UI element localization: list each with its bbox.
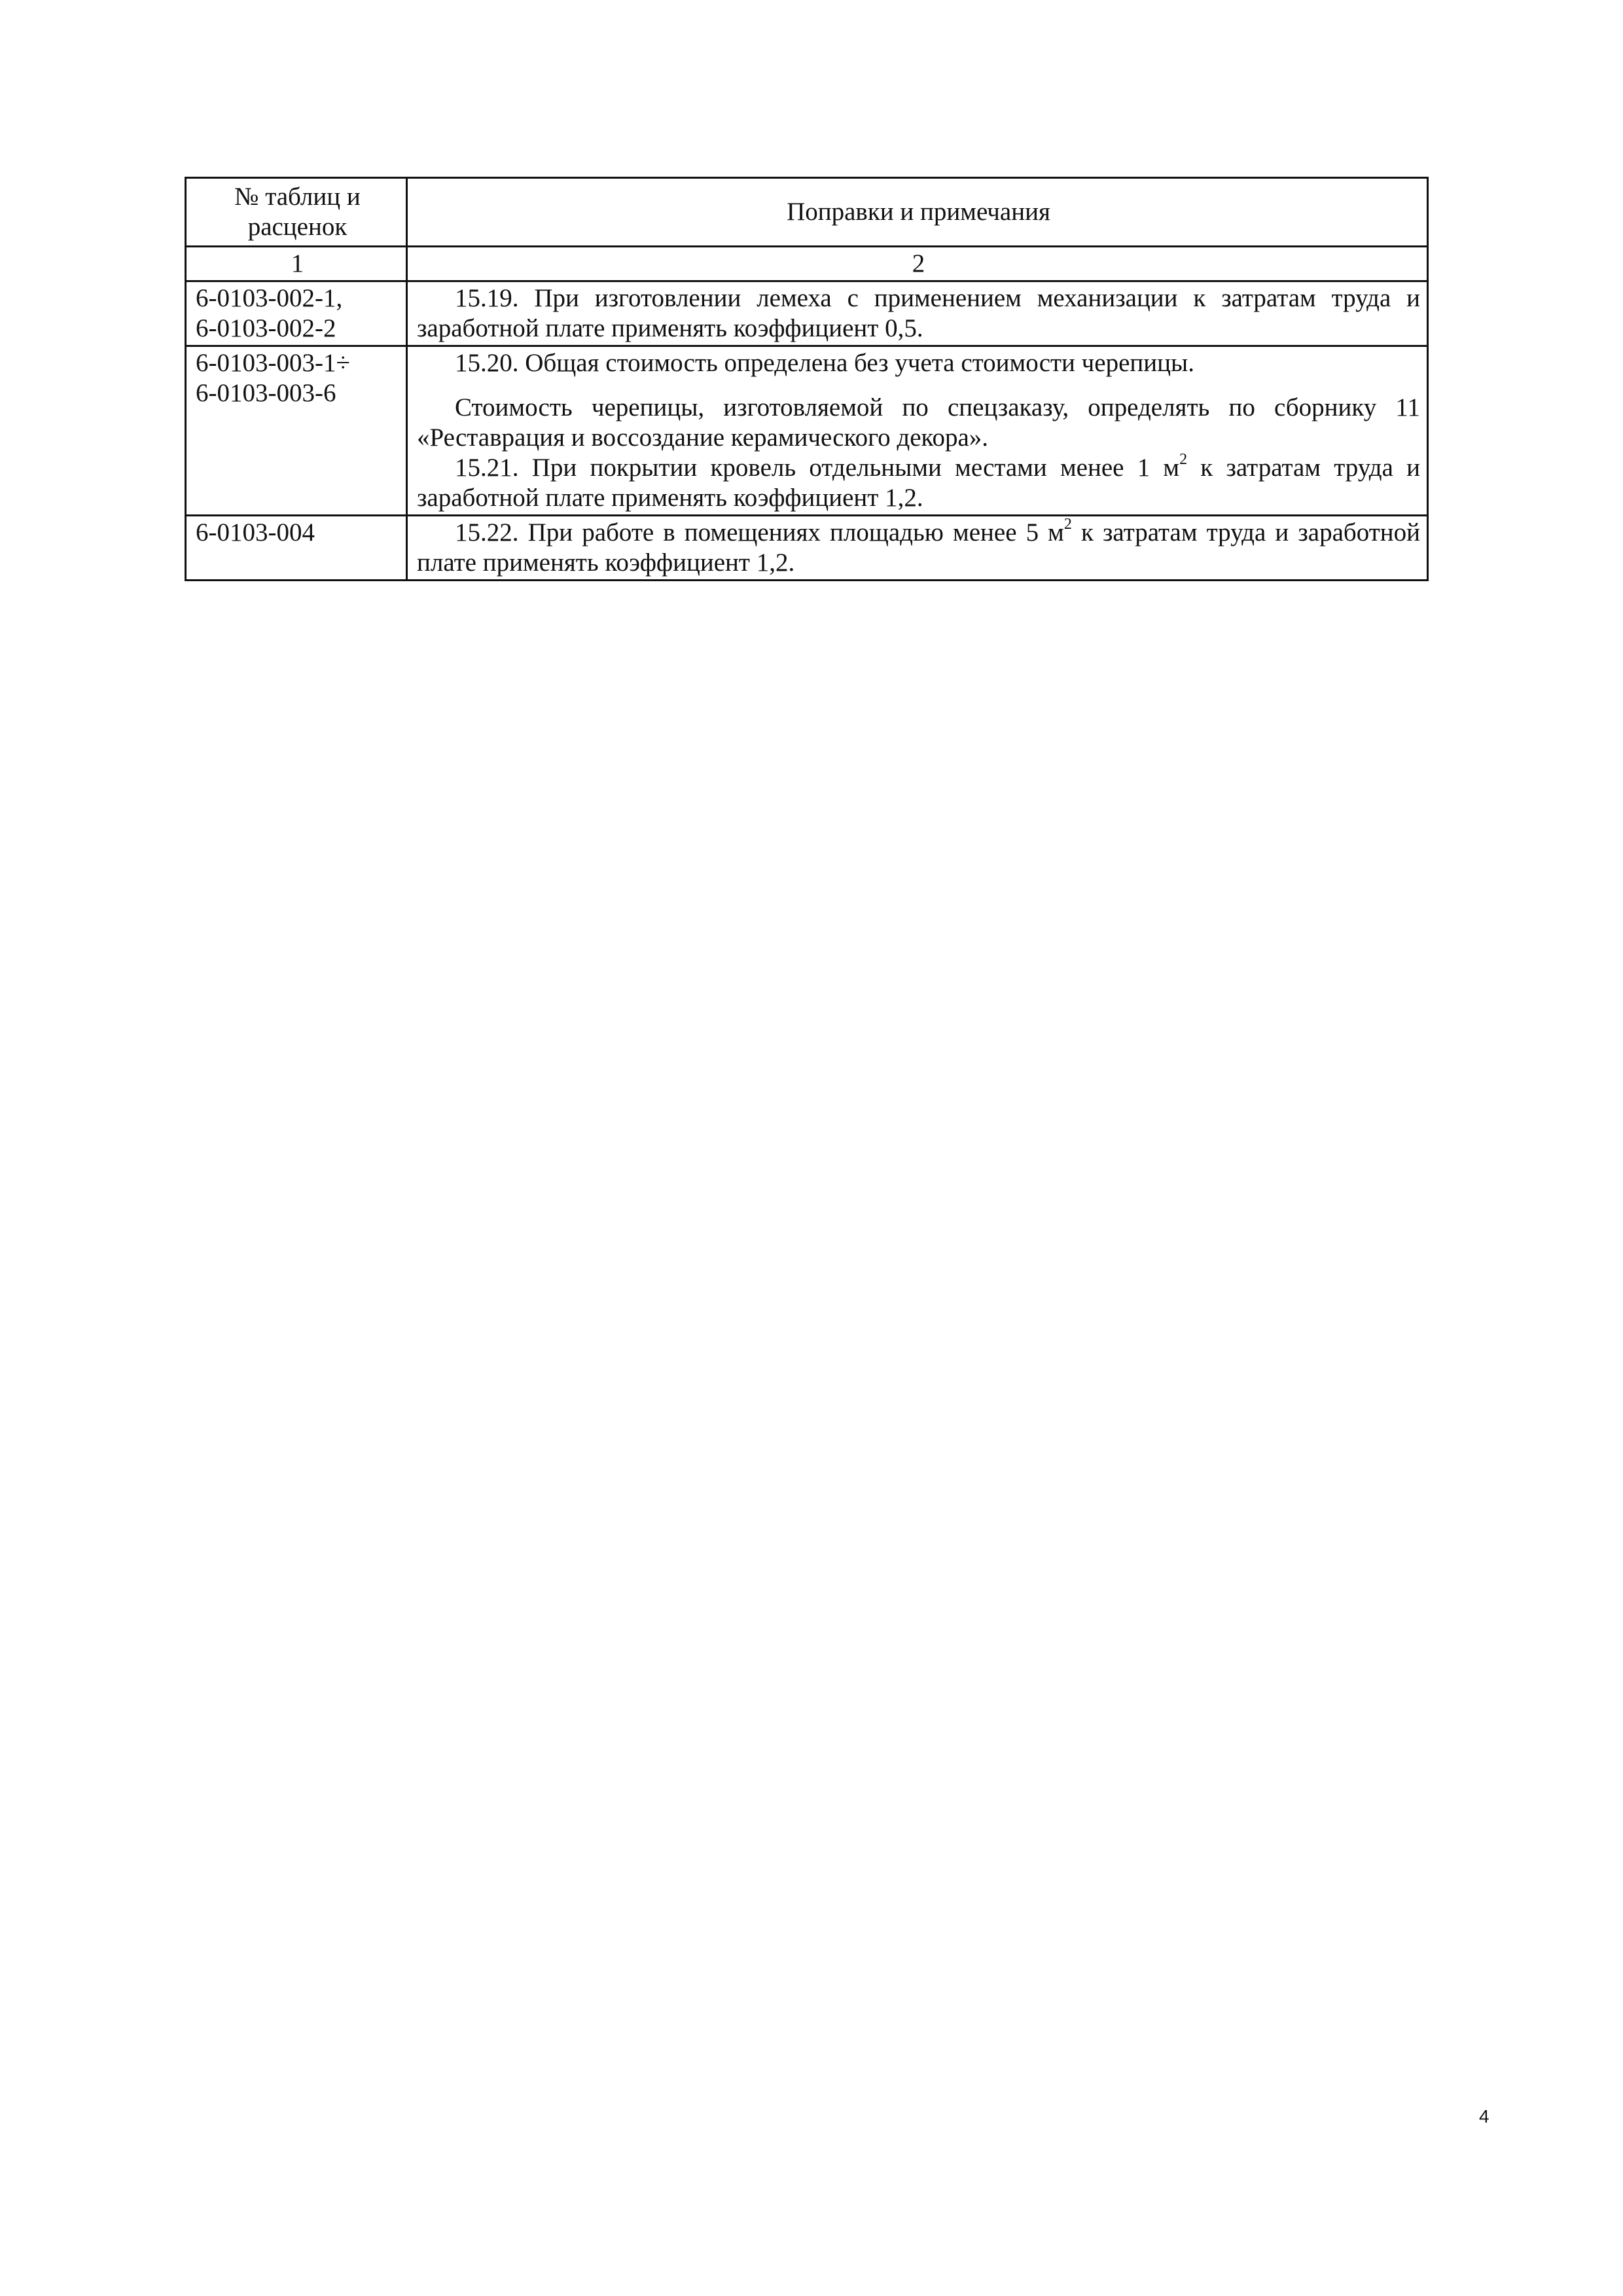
page-number: 4	[1479, 2106, 1489, 2126]
rate-code: 6-0103-003-1÷	[196, 349, 350, 377]
header-corrections-notes: Поправки и примечания	[407, 178, 1428, 247]
note-paragraph: 15.20. Общая стоимость определена без учета стоимости черепицы.	[455, 349, 1194, 377]
rate-code: 6-0103-003-6	[196, 379, 336, 407]
rate-code: 6-0103-002-1,	[196, 284, 343, 312]
notes-cell	[407, 516, 1428, 581]
note-paragraph	[417, 518, 1420, 578]
note-text: 15.21. При покрытии кровель отдельными местами менее 1 м	[455, 454, 1180, 482]
note-text: 15.22. При работе в помещениях площадью менее 5 м	[455, 518, 1064, 547]
rate-codes-cell	[186, 281, 407, 346]
note-paragraph: 15.19. При изготовлении лемеха с применением механизации к затратам труда и заработной плате применять коэффициент 0,5.	[417, 284, 1420, 342]
column-numbers-row	[186, 247, 1428, 281]
table-row	[186, 346, 1428, 516]
notes-cell	[407, 281, 1428, 346]
rate-code: 6-0103-004	[196, 518, 315, 547]
rate-codes-cell	[186, 346, 407, 516]
note-paragraph	[417, 453, 1420, 513]
rate-code: 6-0103-002-2	[196, 314, 336, 342]
table-row	[186, 281, 1428, 346]
notes-cell	[407, 346, 1428, 516]
superscript: 2	[1179, 451, 1188, 468]
note-paragraph: Стоимость черепицы, изготовляемой по спецзаказу, определять по сборнику 11 «Реставрация и воссоздание керамического декора».	[417, 393, 1420, 452]
table-row	[186, 516, 1428, 581]
rate-codes-cell	[186, 516, 407, 581]
corrections-table	[185, 177, 1429, 581]
table-header-row	[186, 178, 1428, 247]
superscript: 2	[1063, 516, 1072, 533]
column-number-2: 2	[407, 247, 1428, 281]
note-text: к затратам труда и заработной плате применять коэффициент 1,2.	[417, 454, 1420, 512]
column-number-1: 1	[186, 247, 407, 281]
note-text: к затратам труда и заработной плате применять коэффициент 1,2.	[417, 518, 1420, 577]
header-table-numbers: № таблиц и расценок	[186, 178, 407, 247]
